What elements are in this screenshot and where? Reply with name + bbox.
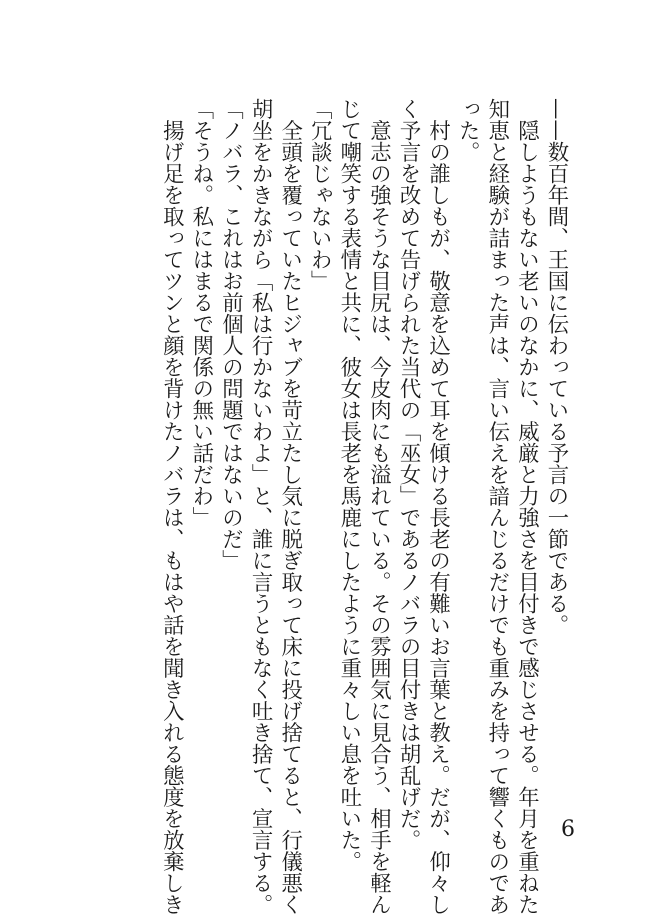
page-number: 6	[561, 817, 575, 842]
text-line: 胡坐をかきながら「私は行かないわよ」と、誰に言うともなく吐き捨て、宣言する。	[248, 98, 274, 915]
text-line: く予言を改めて告げられた当代の「巫女」であるノバラの目付きは胡乱げだ。	[396, 98, 422, 851]
text-line: じて嘲笑する表情と共に、彼女は長老を馬鹿にしたように重々しい息を吐いた。	[336, 98, 362, 872]
text-line: 「冗談じゃないわ」	[307, 98, 333, 292]
text-line: 村の誰しもが、敬意を込めて耳を傾ける長老の有難いお言葉と教え。だが、仰々し	[425, 98, 451, 915]
text-line: 「ノバラ、これはお前個人の問題ではないのだ」	[218, 98, 244, 571]
text-line: 知恵と経験が詰まった声は、言い伝えを諳んじるだけでも重みを持って響くものであ	[484, 98, 510, 915]
text-line: 「そうね。私にはまるで関係の無い話だわ」	[188, 98, 214, 528]
body-text	[157, 98, 571, 915]
text-line: ——数百年間、王国に伝わっている予言の一節である。	[544, 98, 569, 636]
text-line: 隠しようもない老いのなかに、威厳と力強さを目付きで感じさせる。年月を重ねた	[514, 98, 540, 915]
text-line: 全頭を覆っていたヒジャブを苛立たし気に脱ぎ取って床に投げ捨てると、行儀悪く	[277, 98, 303, 915]
text-line: 揚げ足を取ってツンと顔を背けたノバラは、もはや話を聞き入れる態度を放棄しき	[159, 98, 185, 915]
text-line: 意志の強そうな目尻は、今皮肉にも溢れている。その雰囲気に見合う、相手を軽ん	[366, 98, 392, 915]
text-line: った。	[455, 98, 481, 163]
